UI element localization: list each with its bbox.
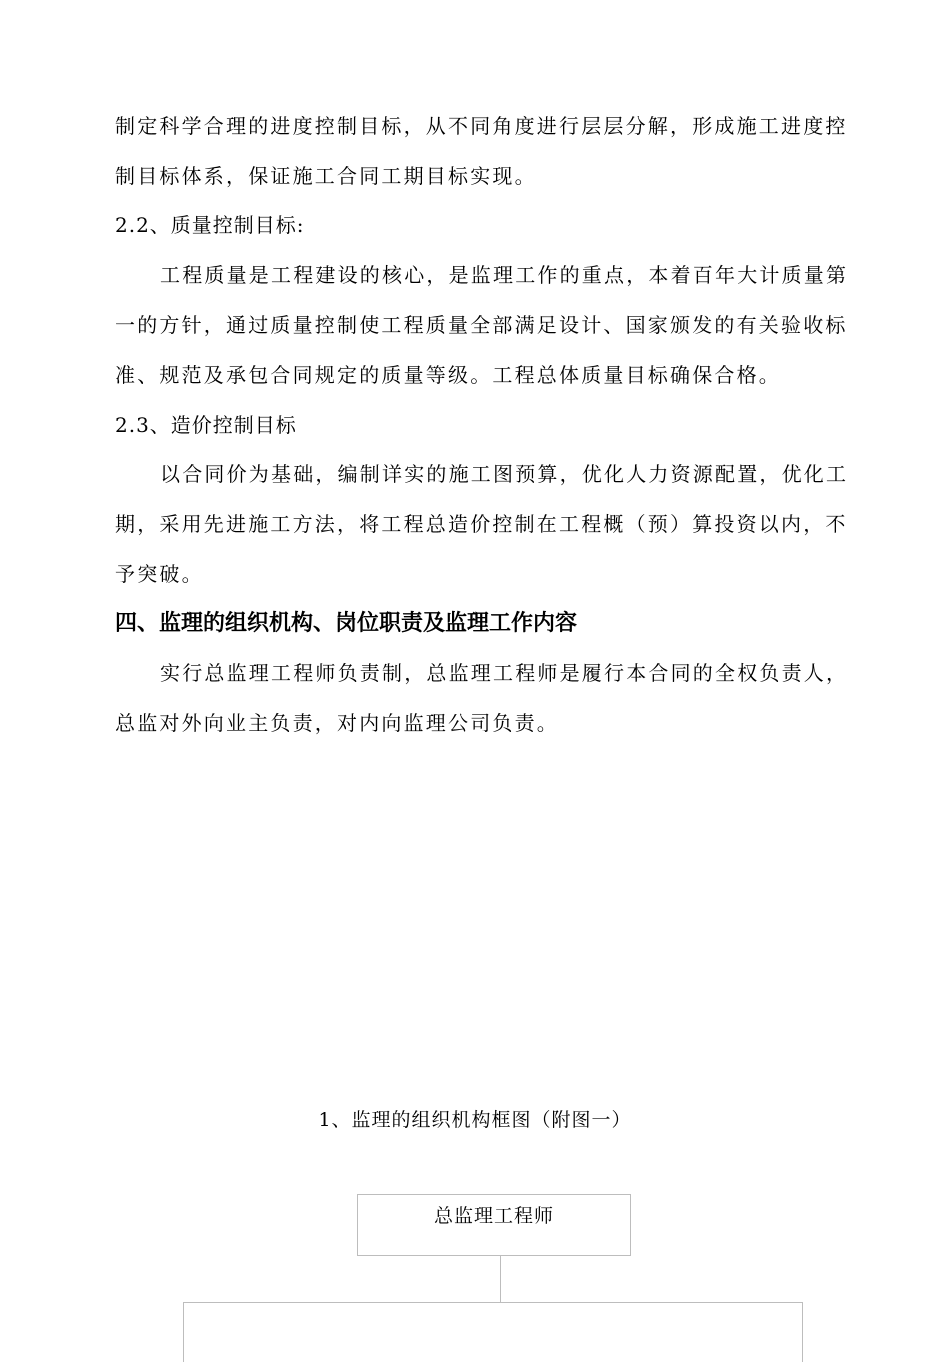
- paragraph-line: 期，采用先进施工方法，将工程总造价控制在工程概（预）算投资以内，不: [115, 512, 848, 536]
- paragraph-line: 总监对外向业主负责，对内向监理公司负责。: [115, 711, 559, 735]
- paragraph-line: 工程质量是工程建设的核心，是监理工作的重点，本着百年大计质量第: [160, 263, 849, 287]
- paragraph-line: 准、规范及承包合同规定的质量等级。工程总体质量目标确保合格。: [115, 363, 781, 387]
- paragraph-line: 予突破。: [115, 562, 204, 586]
- org-box-chief-supervisor: [357, 1194, 631, 1256]
- section-title-2-3: 2.3、造价控制目标: [115, 413, 297, 437]
- figure-caption: 1、监理的组织机构框图（附图一）: [318, 1109, 632, 1131]
- paragraph-line: 制目标体系，保证施工合同工期目标实现。: [115, 164, 537, 188]
- paragraph-line: 制定科学合理的进度控制目标，从不同角度进行层层分解，形成施工进度控: [115, 114, 848, 138]
- paragraph-line: 一的方针，通过质量控制使工程质量全部满足设计、国家颁发的有关验收标: [115, 313, 848, 337]
- paragraph-line: 实行总监理工程师负责制，总监理工程师是履行本合同的全权负责人，: [160, 661, 849, 685]
- org-box-label: 总监理工程师: [433, 1205, 554, 1227]
- section-heading-4: 四、监理的组织机构、岗位职责及监理工作内容: [115, 611, 578, 636]
- section-title-2-2: 2.2、质量控制目标:: [115, 213, 305, 237]
- org-branch-frame: [183, 1302, 803, 1362]
- paragraph-line: 以合同价为基础，编制详实的施工图预算，优化人力资源配置，优化工: [160, 462, 849, 486]
